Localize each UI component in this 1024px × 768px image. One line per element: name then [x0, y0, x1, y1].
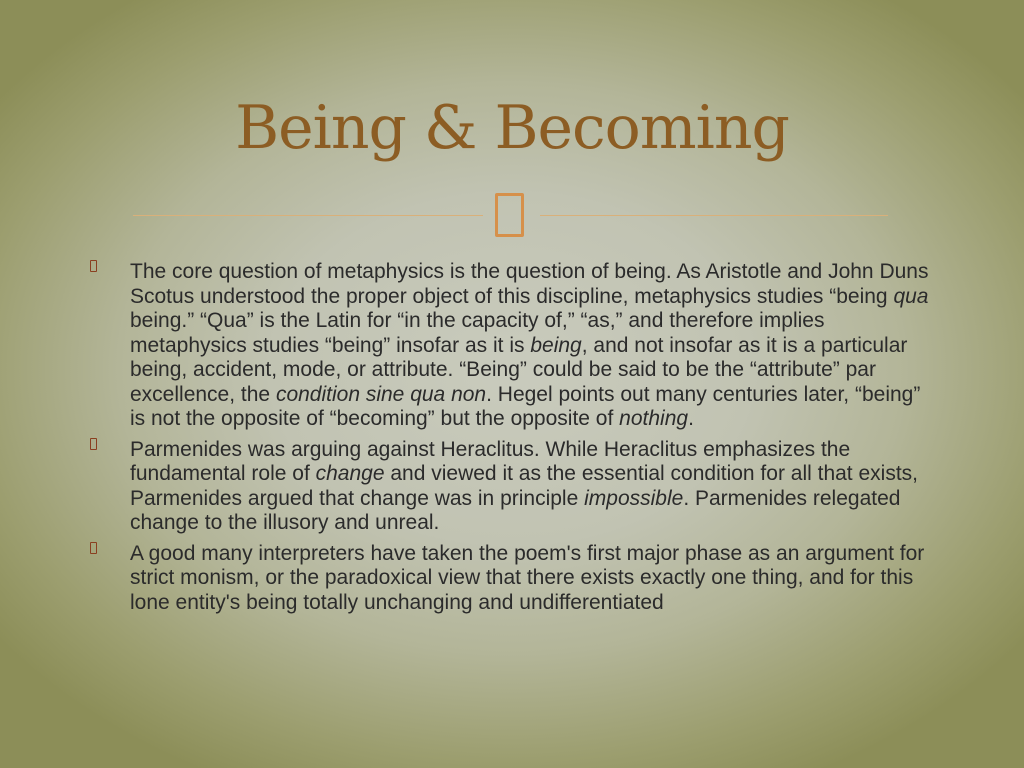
divider-line-left [133, 215, 483, 216]
divider-line-right [540, 215, 888, 216]
text-segment-italic: impossible [584, 486, 684, 510]
text-segment-italic: being [530, 333, 582, 357]
text-segment: Parmenides was arguing against Heraclitus. While Heraclitus emphasizes the fundamental role of [130, 437, 851, 485]
bullet-item [90, 260, 940, 432]
text-segment: being.” “Qua” is the Latin for “in the capacity of,” “as,” and therefore implies metaphysics studies “being” insofar as it is [130, 309, 825, 357]
text-segment: . [688, 407, 694, 430]
text-segment-italic: change [315, 462, 385, 485]
bullet-text [130, 260, 928, 430]
bullet-item [90, 438, 940, 536]
bullet-list [90, 260, 940, 615]
rectangle-glyph-icon [495, 193, 524, 237]
text-segment: and viewed it as the essential condition for all that exists, Parmenides argued that change was in principle [130, 462, 918, 510]
text-segment: , and not insofar as it is a particular being, accident, mode, or attribute. “Being” could be said to be the “attribute” par excellence, the [130, 333, 908, 406]
text-segment: . Hegel points out many centuries later, “being” is not the opposite of “becoming” but the opposite of [130, 382, 921, 430]
text-segment: . Parmenides relegated change to the illusory and unreal. [130, 486, 901, 534]
bullet-text [130, 438, 918, 535]
text-segment-italic: qua [893, 284, 929, 308]
text-segment: The core question of metaphysics is the question of being. As Aristotle and John Duns Scotus understood the proper object of this discipline, metaphysics studies “being [130, 260, 929, 308]
text-segment: A good many interpreters have taken the poem's first major phase as an argument for strict monism, or the paradoxical view that there exists exactly one thing, and for this lone entity's being totally unchanging and undifferentiated [130, 541, 925, 614]
bullet-text [130, 542, 924, 614]
slide-title: Being & Becoming [235, 93, 789, 163]
bullet-item [90, 542, 940, 616]
text-segment-italic: nothing [619, 407, 689, 430]
bullet-marker-icon [90, 260, 97, 272]
text-segment-italic: condition sine qua non [275, 382, 487, 406]
bullet-marker-icon [90, 542, 97, 554]
bullet-marker-icon [90, 438, 97, 450]
